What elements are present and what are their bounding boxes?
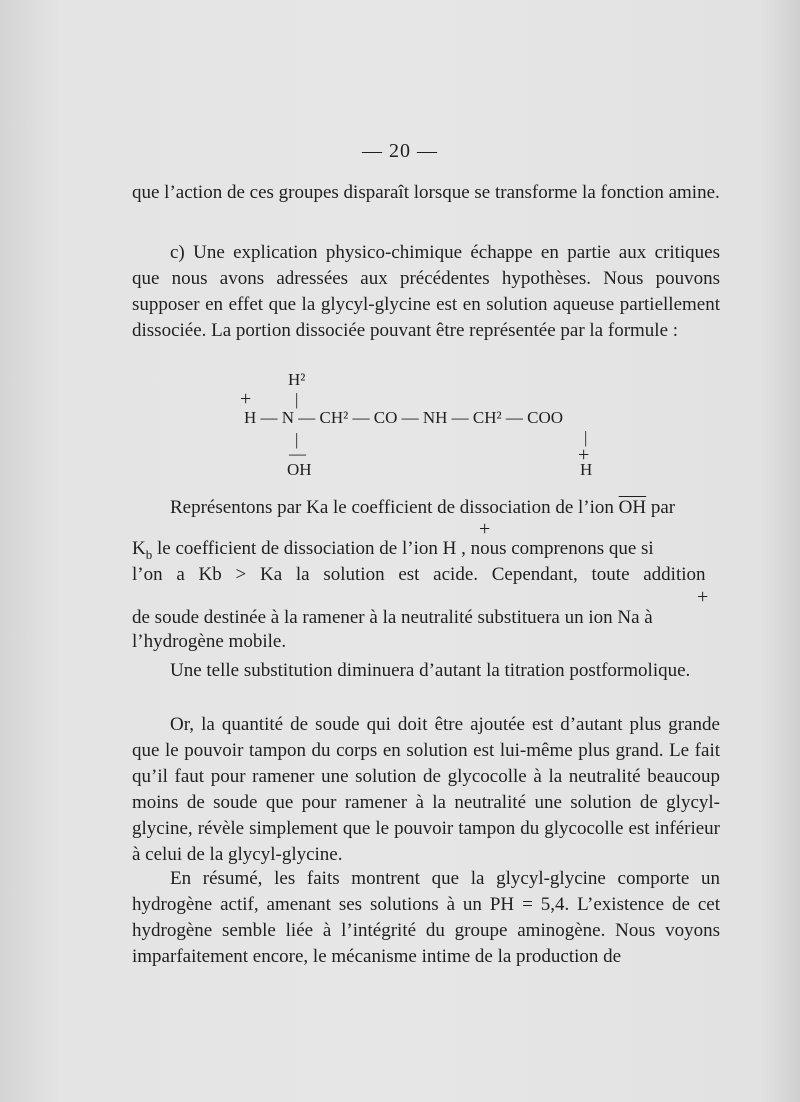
formula-minus: —: [289, 444, 306, 463]
paragraph-1: que l’action de ces groupes disparaît lorsque se transforme la fonction amine.: [132, 182, 720, 203]
formula-h2-top: H²: [288, 370, 306, 389]
p3-oh-ion: $\overline{OH}$: [618, 497, 647, 518]
paragraph-4: Une telle substitution diminuera d’autant la titration postformolique.: [170, 660, 691, 681]
paragraph-6: En résumé, les faits montrent que la glycyl-glycine comporte un hydrogène actif, amenant ses solutions à un PH = 5,4. L’existence de cet hydrogène semble liée à l’intégrité du groupe aminogène. Nous voyons imparfaitement encore, le mécanisme intime de la production de: [132, 868, 720, 967]
p3-line-3: l’on a Kb > Ka la solution est acide. Cependant, toute addition: [132, 564, 706, 585]
p3-line-2: [132, 538, 654, 563]
formula-bond-top: |: [295, 390, 299, 409]
formula-plus-right: +: [578, 444, 590, 466]
p3-line-1: [170, 497, 675, 519]
p3-k: K: [132, 538, 146, 559]
page-number: — 20 —: [362, 140, 438, 162]
p3-plus-h: +: [479, 518, 491, 540]
p3-line-2-text: le coefficient de dissociation de l’ion: [152, 538, 443, 559]
formula-plus-left: +: [240, 388, 252, 410]
p3-line-4-text: de soude destinée à la ramener à la neutralité substituera un ion: [132, 607, 618, 628]
p3-plus-na: +: [697, 586, 709, 608]
formula-bond-right: |: [584, 428, 588, 447]
p3-line-1-text: Représentons par Ka le coefficient de dissociation de l’ion: [170, 497, 619, 518]
formula-h-right: H: [580, 460, 593, 479]
p3-line-4: [132, 607, 653, 629]
paragraph-2: c) Une explication physico-chimique échappe en partie aux critiques que nous avons adressées aux précédentes hypothèses. Nous pouvons supposer en effet que la glycyl-glycine est en solution aqueuse partiellement dissociée. La portion dissociée pouvant être représentée par la formule :: [132, 242, 720, 341]
paragraph-5: Or, la quantité de soude qui doit être ajoutée est d’autant plus grande que le pouvoir tampon du corps en solution est lui-même plus grand. Le fait qu’il faut pour ramener une solution de glycocolle à la neutralité beaucoup moins de soude que pour ramener à la neutralité une solution de glycyl-glycine, révèle simplement que le pouvoir tampon du glycocolle est inférieur à celui de la glycyl-glycine.: [132, 714, 720, 865]
p3-k-sub: b: [145, 546, 153, 562]
p3-line-5: l’hydrogène mobile.: [132, 631, 287, 652]
formula-main-chain: H — N — CH² — CO — NH — CH² — COO: [244, 408, 564, 427]
formula-oh: OH: [287, 460, 312, 479]
chemical-formula: [0, 360, 800, 490]
p3-line-1-end: par: [646, 497, 676, 518]
p3-line-2-end: , nous comprenons que si: [456, 538, 654, 559]
formula-bond-bottom: |: [295, 430, 299, 449]
p3-line-4-end: à: [639, 607, 653, 628]
p3-na-ion: Na: [617, 607, 640, 628]
p3-h-ion: H: [442, 538, 457, 559]
